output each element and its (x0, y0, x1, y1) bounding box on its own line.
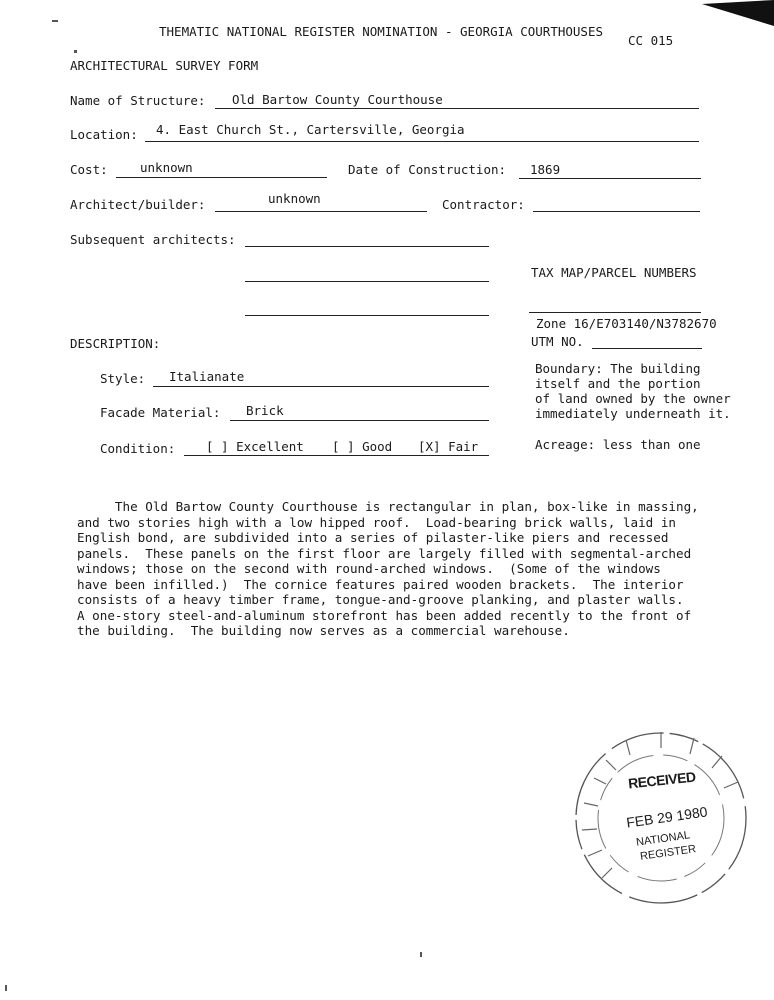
contractor-underline (533, 211, 700, 212)
cost-value: unknown (140, 160, 193, 175)
stamp-line-2: REGISTER (639, 843, 697, 863)
subsequent-architects-label: Subsequent architects: (70, 232, 236, 247)
date-of-construction-value: 1869 (530, 162, 561, 177)
name-underline (215, 108, 699, 109)
condition-underline (184, 455, 489, 456)
style-underline (153, 386, 489, 387)
subsequent-line-2 (245, 281, 489, 282)
location-underline (145, 141, 699, 142)
facade-underline (230, 420, 489, 421)
cost-underline (116, 177, 327, 178)
stamp-received: RECEIVED (627, 768, 697, 792)
boundary-line-3: of land owned by the owner (535, 391, 731, 406)
name-of-structure-label: Name of Structure: (70, 93, 206, 108)
utm-underline (592, 348, 702, 349)
date-of-construction-label: Date of Construction: (348, 162, 507, 177)
acreage-value: Acreage: less than one (535, 437, 701, 452)
speck (5, 985, 7, 991)
speck (420, 952, 422, 957)
received-stamp (566, 718, 756, 908)
condition-excellent: [ ] Excellent (206, 439, 304, 454)
style-value: Italianate (169, 369, 245, 384)
boundary-line-2: itself and the portion (535, 376, 701, 391)
stamp-date: FEB 29 1980 (625, 803, 709, 831)
tax-map-label: TAX MAP/PARCEL NUMBERS (531, 265, 697, 280)
description-paragraph: The Old Bartow County Courthouse is rectangular in plan, box-like in massing, and two stories high with a low hipped roof. Load-bearing brick walls, laid in English bond, are subdivided into a series of pilaster-like piers and recessed panels. These panels on the first floor are largely filled with segmental-arched windows; those on the second with round-arched windows. (Some of the windows have been infilled.) The cornice features paired wooden brackets. The interior consists of a heavy timber frame, tongue-and-groove planking, and plaster walls. A one-story steel-and-aluminum storefront has been added recently to the front of the building. The building now serves as a commercial warehouse. (77, 499, 699, 638)
date-underline (519, 178, 701, 179)
facade-material-value: Brick (246, 403, 284, 418)
condition-label: Condition: (100, 441, 176, 456)
facade-material-label: Facade Material: (100, 405, 221, 420)
document-code: CC 015 (628, 33, 674, 48)
speck (74, 50, 77, 53)
cost-label: Cost: (70, 162, 108, 177)
architect-label: Architect/builder: (70, 197, 206, 212)
speck (52, 20, 58, 22)
tax-map-underline (529, 312, 701, 313)
architect-underline (215, 211, 427, 212)
subsequent-line-1 (245, 246, 489, 247)
header-title: THEMATIC NATIONAL REGISTER NOMINATION - GEORGIA COURTHOUSES (159, 24, 604, 39)
boundary-line-1: Boundary: The building (535, 361, 701, 376)
architect-value: unknown (268, 191, 321, 206)
utm-label: UTM NO. (531, 334, 584, 349)
location-value: 4. East Church St., Cartersville, Georgia (156, 122, 465, 137)
style-label: Style: (100, 371, 146, 386)
zone-value: Zone 16/E703140/N3782670 (536, 316, 717, 331)
contractor-label: Contractor: (442, 197, 525, 212)
subsequent-line-3 (245, 315, 489, 316)
name-of-structure-value: Old Bartow County Courthouse (232, 92, 443, 107)
stamp-line-1: NATIONAL (635, 829, 691, 849)
corner-mark (694, 0, 774, 30)
boundary-line-4: immediately underneath it. (535, 406, 731, 421)
condition-good: [ ] Good (332, 439, 393, 454)
location-label: Location: (70, 127, 138, 142)
description-label: DESCRIPTION: (70, 336, 161, 351)
form-title: ARCHITECTURAL SURVEY FORM (70, 58, 259, 73)
condition-fair: [X] Fair (418, 439, 479, 454)
